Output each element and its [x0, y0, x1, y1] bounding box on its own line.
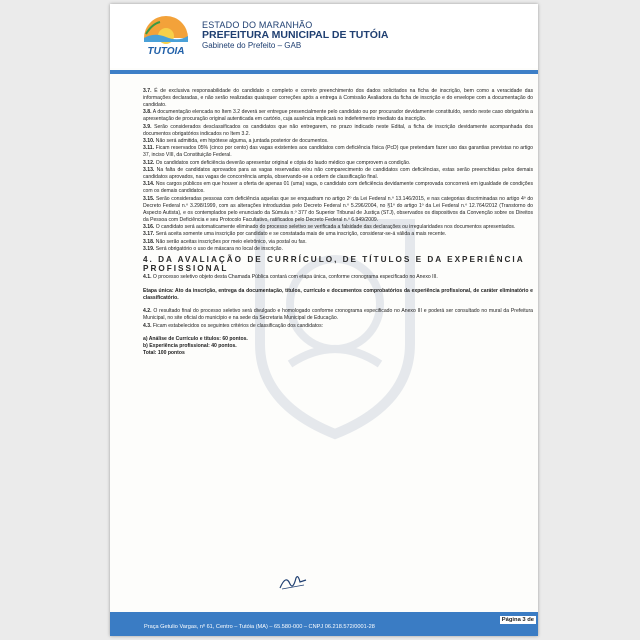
clause-3-17: 3.17. Será aceita somente uma inscrição por candidato e se constatada mais de uma inscrição, considerar-se-á válida a mais recente. — [143, 231, 447, 238]
clause-3-14: 3.14. Nos cargos públicos em que houver a oferta de apenas 01 (uma) vaga, o candidato com deficiência devidamente comprovada concorrerá em igualdade de condições com os demais candidatos. — [143, 181, 533, 195]
signature — [278, 572, 308, 592]
clause-3-8: 3.8. A documentação elencada no Item 3.2 deverá ser entregue presencialmente pelo candidato ou por procurador devidamente constituído, sendo neste caso obrigatória a apresentação de procuração original autenticada em cartório, cuja ausência implicará no indeferimento imediato da inscrição. — [143, 109, 533, 123]
clause-4-2: 4.2. O resultado final do processo seletivo será divulgado e homologado conforme cronograma especificado no Anexo III e poderá ser consultado no mural da Prefeitura Municipal, no site oficial do município e na sede da Secretaria Municipal de Educação. — [143, 308, 533, 322]
office-name: Gabinete do Prefeito – GAB — [202, 40, 302, 50]
clause-3-7: 3.7. É de exclusiva responsabilidade do candidato o completo e correto preenchimento dos dados solicitados na ficha de inscrição, bem como a veracidade das informações declaradas, e não serão realizadas quaisquer correções após a entrega à Comissão Avaliadora da ficha de inscrição e do envelope com a documentação do candidato. — [143, 88, 533, 108]
logo-wordmark: TUTOIA — [147, 46, 185, 57]
list-item: b) Experiência profissional: 40 pontos. — [143, 342, 237, 349]
clause-3-13: 3.13. Na falta de candidatos aprovados para as vagas reservadas e/ou não comparecimento de candidatos com deficiências, estas serão preenchidas pelos demais candidatos aprovados, nas vagas de concorrência ampla, observando-se a ordem de classificação final. — [143, 167, 533, 181]
clause-4-1: 4.1. O processo seletivo objeto desta Chamada Pública contará com etapa única, conforme cronograma especificado no Anexo III. — [143, 274, 438, 281]
list-item: Total: 100 pontos — [143, 349, 185, 356]
clause-3-10: 3.10. Não será admitida, em hipótese alguma, a juntada posterior de documentos. — [143, 137, 329, 144]
list-item: a) Análise de Currículo e títulos: 60 pontos. — [143, 335, 248, 342]
prefeitura-name: PREFEITURA MUNICIPAL DE TUTÓIA — [202, 29, 389, 42]
clause-3-9: 3.9. Serão considerados desclassificados os candidatos que não entregarem, no prazo indicado neste Edital, a ficha de inscrição devidamente acompanhada dos documentos obrigatórios indicados no Item 3.2. — [143, 123, 533, 137]
clause-3-11: 3.11. Ficam reservados 05% (cinco por cento) das vagas existentes aos candidatos com deficiência física (PcD) que pretendam fazer uso das garantias previstas no artigo 37, inciso VIII, da Constituição Federal. — [143, 145, 533, 159]
clause-3-19: 3.19. Será obrigatório o uso de máscara no local de inscrição. — [143, 246, 283, 253]
clause-4-3: 4.3. Ficam estabelecidos os seguintes critérios de classificação dos candidatos: — [143, 322, 324, 329]
page-number: Página 3 de — [501, 617, 534, 623]
clause-3-12: 3.12. Os candidatos com deficiência deverão apresentar original e cópia do laudo médico que comprovem a condição. — [143, 159, 411, 166]
letterhead-title-block — [202, 20, 388, 51]
criteria-list — [143, 336, 533, 357]
etapa-unica: Etapa única: Ato da inscrição, entrega da documentação, títulos, currículo e documentos comprobatórios da experiência profissional, de caráter eliminatório e classificatório. — [143, 287, 533, 301]
clause-3-18: 3.18. Não serão aceitas inscrições por meio eletrônico, via postal ou fax. — [143, 238, 307, 245]
footer-address: Praça Getulio Vargas, nº 61, Centro – Tutóia (MA) – 65.580-000 – CNPJ 06.218.572/0001-28 — [144, 624, 375, 630]
header-divider — [110, 70, 538, 74]
clause-3-16: 3.16. O candidato será automaticamente eliminado do processo seletivo se verificada a falsidade das declarações ou irregularidades nos documentos apresentados. — [143, 224, 516, 231]
document-body — [143, 88, 533, 357]
clause-3-15: 3.15. Serão consideradas pessoas com deficiência aquelas que se enquadram no artigo 2º da Lei Federal n.º 13.146/2015, e nas categorias discriminadas no artigo 4º do Decreto Federal n.º 3.298/1999, com as alterações introduzidas pelo Decreto Federal n.º 5.296/2004, no §1º do artigo 1º da Lei Federal n.º 12.764/2012 (Transtorno do Aspecto Autista), e os contemplados pelo enunciado da Súmula n.º 377 do Superior Tribunal de Justiça (STJ), observados os dispositivos da Convenção sobre os Direitos da Pessoa com Deficiência e seu Protocolo Facultativo, ratificados pelo Decreto Federal n.º 6.949/2009. — [143, 195, 534, 223]
state-name: ESTADO DO MARANHÃO — [202, 20, 313, 30]
letterhead — [110, 4, 538, 68]
document-page — [110, 4, 538, 636]
footer-bar — [110, 612, 538, 636]
section-4-heading: 4. DA AVALIAÇÃO DE CURRÍCULO, DE TÍTULOS E DA EXPERIÊNCIA PROFISSIONAL — [143, 255, 525, 273]
municipal-logo — [140, 12, 192, 58]
